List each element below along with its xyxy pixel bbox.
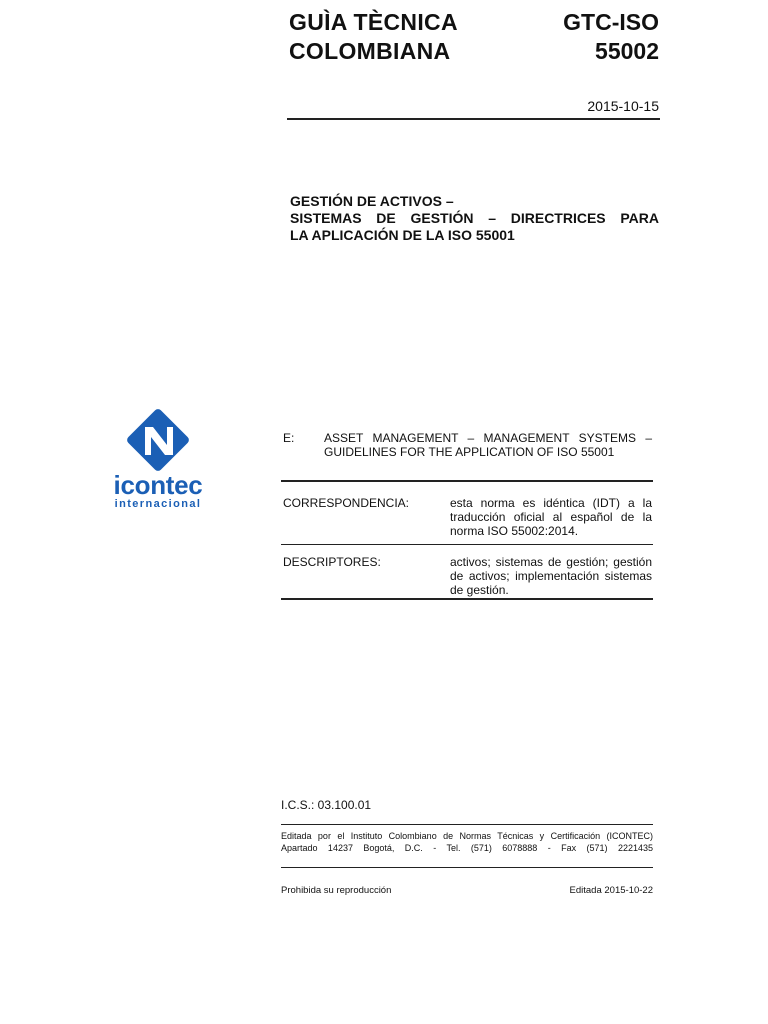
english-title-line1: ASSET MANAGEMENT – MANAGEMENT SYSTEMS – [324,431,652,445]
document-title [290,193,659,244]
english-title-line2: GUIDELINES FOR THE APPLICATION OF ISO 55001 [324,445,615,459]
publication-date: 2015-10-15 [587,98,659,114]
document-type-line1: GUÌA TÈCNICA [289,9,458,35]
edition-line1: Editada por el Instituto Colombiano de Normas Técnicas y Certificación (ICONTEC) [281,831,653,841]
document-title-line1: GESTIÓN DE ACTIVOS – [290,193,454,209]
field-divider [281,544,653,545]
header-divider [287,118,660,120]
english-title-label: E: [283,431,295,445]
document-type-title [289,8,458,66]
section-divider [281,480,653,482]
document-code [563,8,659,66]
logo-subtitle: internacional [114,498,202,510]
section-divider-bottom [281,598,653,600]
correspondencia-value: esta norma es idéntica (IDT) a la traducción oficial al español de la norma ISO 55002:2014. [450,496,652,538]
reproduction-notice: Prohibida su reproducción [281,885,392,896]
english-title [324,431,652,459]
ics-code: I.C.S.: 03.100.01 [281,798,372,812]
document-type-line2: COLOMBIANA [289,38,451,64]
logo-wordmark: icontec [113,470,203,500]
document-code-line1: GTC-ISO [563,9,659,35]
descriptores-label: DESCRIPTORES: [283,555,381,569]
ics-divider [281,824,653,825]
edition-line2: Apartado 14237 Bogotá, D.C. - Tel. (571) 6078888 - Fax (571) 2221435 [281,843,653,853]
descriptores-value: activos; sistemas de gestión; gestión de activos; implementación sistemas de gestión. [450,555,652,597]
edition-info [281,830,653,854]
document-code-line2: 55002 [595,38,659,64]
icontec-emblem-icon [123,405,193,475]
edition-date: Editada 2015-10-22 [569,885,653,896]
document-title-line2: SISTEMAS DE GESTIÓN – DIRECTRICES PARA [290,210,659,226]
edition-divider [281,867,653,868]
correspondencia-label: CORRESPONDENCIA: [283,496,410,510]
document-title-line3: LA APLICACIÓN DE LA ISO 55001 [290,227,515,243]
